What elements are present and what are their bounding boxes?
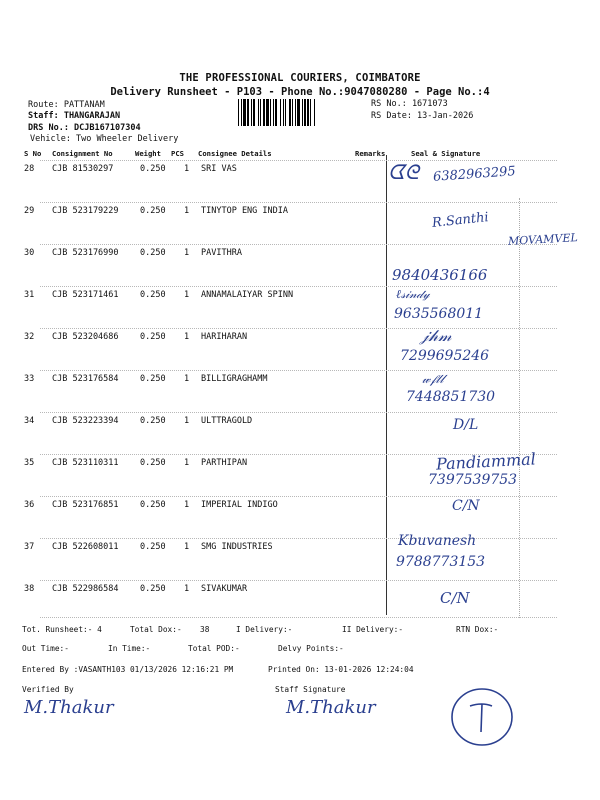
- row-consignee: BILLIGRAGHAMM: [201, 374, 268, 384]
- row-pcs: 1: [184, 500, 190, 510]
- col-seal: Seal & Signature: [411, 149, 481, 158]
- handwritten-phone: 6382963295: [432, 164, 517, 185]
- row-consignee: HARIHARAN: [201, 332, 248, 342]
- verified-signature: M.Thakur: [24, 697, 114, 718]
- row-sno: 38: [24, 584, 35, 594]
- row-consignee: SIVAKUMAR: [201, 584, 248, 594]
- row-pcs: 1: [184, 458, 190, 468]
- runsheet-subtitle: Delivery Runsheet - P103 - Phone No.:9047080280 - Page No.:4: [110, 86, 490, 98]
- row-pcs: 1: [184, 164, 190, 174]
- handwritten-phone: 7448851730: [406, 389, 496, 405]
- row-weight: 0.250: [140, 374, 166, 384]
- row-sno: 36: [24, 500, 35, 510]
- col-sno: S No: [24, 149, 42, 158]
- row-consignment: CJB 523176990: [52, 248, 119, 258]
- row-sno: 32: [24, 332, 35, 342]
- table-row: [0, 290, 600, 331]
- rtn-dox: RTN Dox:-: [456, 625, 499, 634]
- handwritten-phone: 9788773153: [396, 554, 486, 570]
- row-pcs: 1: [184, 332, 190, 342]
- handwritten-signature: 𝓌𝒻𝓁𝓁: [422, 372, 444, 386]
- row-sno: 34: [24, 416, 35, 426]
- row-weight: 0.250: [140, 206, 166, 216]
- handwritten-phone: 7397539753: [428, 472, 518, 488]
- row-pcs: 1: [184, 374, 190, 384]
- staff-signature-label: Staff Signature: [275, 685, 346, 694]
- row-weight: 0.250: [140, 332, 166, 342]
- staff-signature: M.Thakur: [286, 697, 376, 718]
- col-weight: Weight: [135, 149, 161, 158]
- row-pcs: 1: [184, 542, 190, 552]
- handwritten-phone: 9635568011: [394, 306, 484, 322]
- handwritten-loop: ᗧᘓ: [388, 160, 419, 184]
- row-consignment: CJB 523171461: [52, 290, 119, 300]
- row-consignee: SRI VAS: [201, 164, 237, 174]
- col-consignment: Consignment No: [52, 149, 113, 158]
- row-consignee: ANNAMALAIYAR SPINN: [201, 290, 294, 300]
- handwritten-phone: 9840436166: [392, 266, 488, 284]
- row-pcs: 1: [184, 416, 190, 426]
- row-consignment: CJB 81530297: [52, 164, 114, 174]
- i-delivery: I Delivery:-: [236, 625, 293, 634]
- row-sno: 30: [24, 248, 35, 258]
- row-consignment: CJB 523176851: [52, 500, 119, 510]
- row-sno: 29: [24, 206, 35, 216]
- row-sno: 33: [24, 374, 35, 384]
- row-consignee: SMG INDUSTRIES: [201, 542, 273, 552]
- row-consignee: PAVITHRA: [201, 248, 242, 258]
- row-pcs: 1: [184, 584, 190, 594]
- row-weight: 0.250: [140, 458, 166, 468]
- row-sno: 31: [24, 290, 35, 300]
- row-consignment: CJB 523223394: [52, 416, 119, 426]
- row-pcs: 1: [184, 248, 190, 258]
- table-row: [0, 500, 600, 541]
- row-sno: 28: [24, 164, 35, 174]
- printed-on: Printed On: 13-01-2026 12:24:04: [268, 665, 414, 674]
- table-row: [0, 584, 600, 625]
- col-remarks: Remarks: [355, 149, 386, 158]
- ii-delivery: II Delivery:-: [342, 625, 404, 634]
- out-time: Out Time:-: [22, 644, 69, 653]
- handwritten-signature: Kbuvanesh: [398, 533, 477, 549]
- row-weight: 0.250: [140, 584, 166, 594]
- row-consignment: CJB 523179229: [52, 206, 119, 216]
- handwritten-phone: 7299695246: [400, 348, 490, 364]
- drs-number: DRS No.: DCJB167107304: [28, 123, 141, 133]
- row-sno: 37: [24, 542, 35, 552]
- row-consignee: PARTHIPAN: [201, 458, 248, 468]
- row-consignee: ULTTRAGOLD: [201, 416, 253, 426]
- total-dox-value: 38: [200, 625, 210, 634]
- barcode: [238, 99, 366, 126]
- handwritten-remark: C/N: [452, 498, 480, 514]
- row-pcs: 1: [184, 290, 190, 300]
- company-title: THE PROFESSIONAL COURIERS, COIMBATORE: [179, 72, 421, 84]
- staff-label: Staff: THANGARAJAN: [28, 111, 121, 121]
- handwritten-signature: R.Santhi: [431, 210, 490, 231]
- table-row: [0, 332, 600, 373]
- handwritten-signature: ℓ𝓈𝒾𝓃𝒹𝓎: [396, 287, 430, 301]
- handwritten-signature: Pandiammal: [435, 449, 537, 474]
- rs-date: RS Date: 13-Jan-2026: [371, 111, 474, 121]
- row-weight: 0.250: [140, 248, 166, 258]
- handwritten-remark: C/N: [440, 589, 470, 607]
- handwritten-signature: 𝒿𝒽𝓂: [420, 326, 452, 345]
- col-pcs: PCS: [171, 149, 184, 158]
- row-sno: 35: [24, 458, 35, 468]
- tot-runsheet: Tot. Runsheet:- 4: [22, 625, 102, 634]
- verified-by-label: Verified By: [22, 685, 74, 694]
- table-row: [0, 542, 600, 583]
- total-dox-label: Total Dox:-: [130, 625, 182, 634]
- row-weight: 0.250: [140, 290, 166, 300]
- vehicle-label: Vehicle: Two Wheeler Delivery: [30, 134, 179, 144]
- col-consignee: Consignee Details: [198, 149, 272, 158]
- entered-by: Entered By :VASANTH103 01/13/2026 12:16:21 PM: [22, 665, 234, 674]
- row-weight: 0.250: [140, 542, 166, 552]
- handwritten-signature: MOVAMVEL: [507, 231, 579, 248]
- row-weight: 0.250: [140, 500, 166, 510]
- in-time: In Time:-: [108, 644, 151, 653]
- row-weight: 0.250: [140, 416, 166, 426]
- row-weight: 0.250: [140, 164, 166, 174]
- row-consignee: TINYTOP ENG INDIA: [201, 206, 288, 216]
- table-row: [0, 374, 600, 415]
- row-consignment: CJB 522986584: [52, 584, 119, 594]
- rs-number: RS No.: 1671073: [371, 99, 448, 109]
- row-consignment: CJB 523204686: [52, 332, 119, 342]
- round-stamp: [448, 684, 518, 750]
- handwritten-remark: D/L: [453, 417, 479, 433]
- row-consignment: CJB 522608011: [52, 542, 119, 552]
- row-pcs: 1: [184, 206, 190, 216]
- row-consignment: CJB 523176584: [52, 374, 119, 384]
- table-row: [0, 248, 600, 289]
- row-divider: [40, 160, 557, 161]
- route-label: Route: PATTANAM: [28, 100, 105, 110]
- row-consignee: IMPERIAL INDIGO: [201, 500, 278, 510]
- total-pod: Total POD:-: [188, 644, 240, 653]
- row-consignment: CJB 523110311: [52, 458, 119, 468]
- delvy-points: Delvy Points:-: [278, 644, 344, 653]
